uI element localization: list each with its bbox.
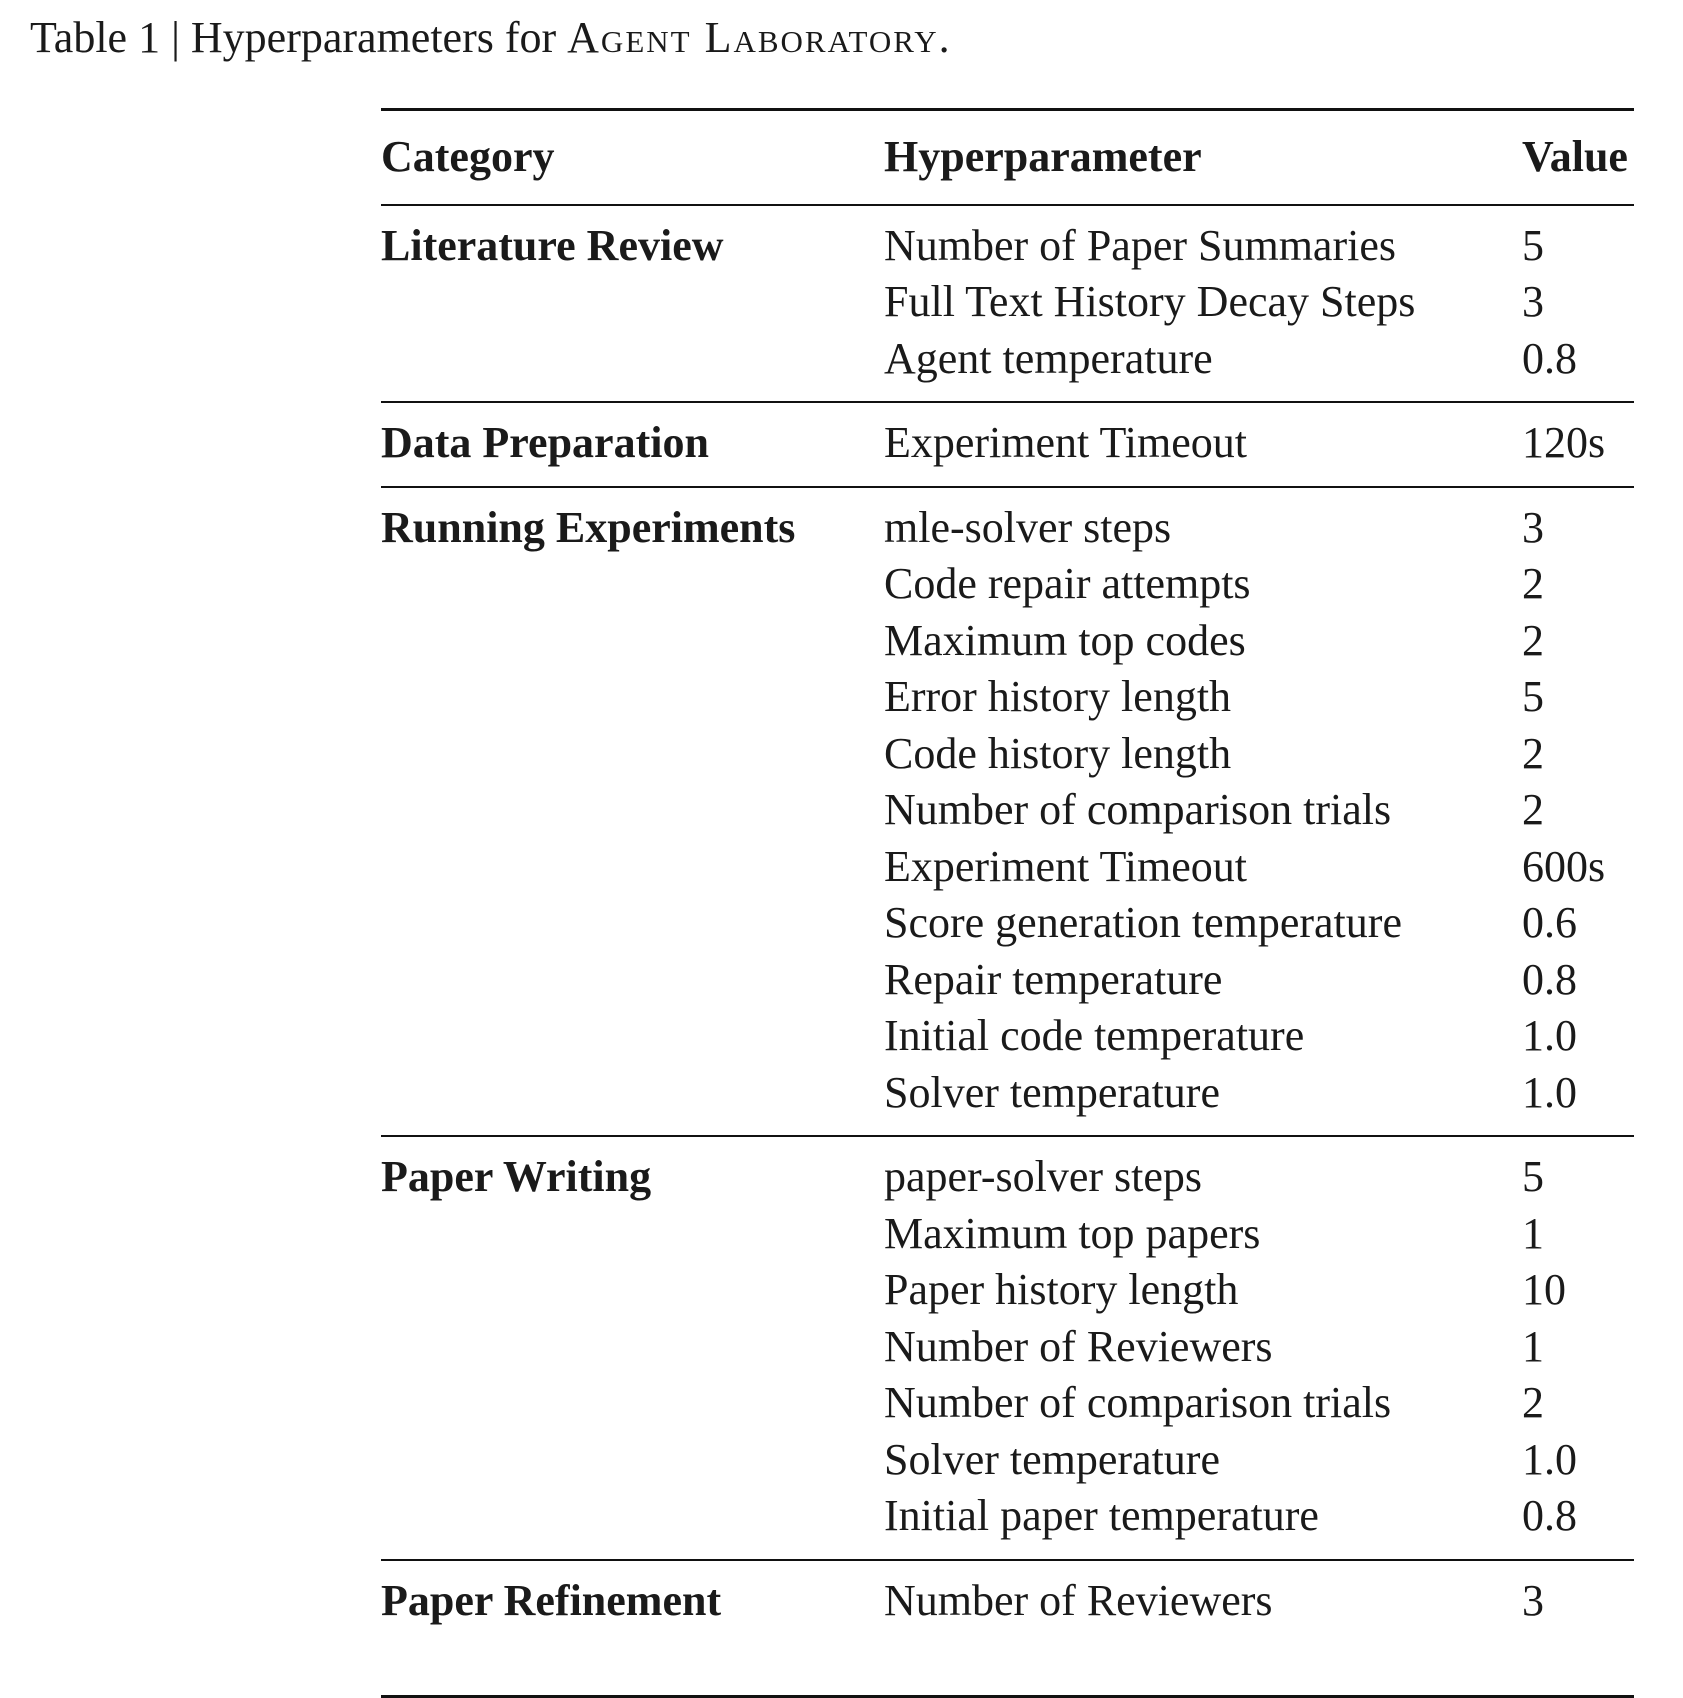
hyperparameter-cell: paper-solver steps (884, 1152, 1203, 1201)
category-cell-empty (381, 1065, 884, 1122)
category-cell-empty (381, 331, 884, 388)
category-cell-empty (381, 726, 884, 783)
table-body (381, 204, 1634, 1696)
header-hyperparameter: Hyperparameter (884, 132, 1202, 181)
table-row (381, 782, 1634, 839)
hyperparameter-cell: Experiment Timeout (884, 841, 1247, 891)
value-cell: 1.0 (1522, 1434, 1577, 1484)
value-cell: 5 (1522, 1152, 1544, 1201)
category-cell: Paper Refinement (381, 1575, 722, 1625)
category-cell-empty (381, 782, 884, 839)
hyperparameter-cell: Initial code temperature (884, 1011, 1305, 1060)
category-cell-empty (381, 1375, 884, 1432)
hyperparameter-cell: Full Text History Decay Steps (884, 277, 1416, 326)
hyperparameter-cell: mle-solver steps (884, 502, 1172, 552)
category-cell-empty (381, 669, 884, 726)
category-cell-empty (381, 1488, 884, 1545)
hyperparameter-cell: Paper history length (884, 1265, 1239, 1314)
hyperparameter-cell: Score generation temperature (884, 898, 1402, 947)
table-section (381, 1137, 1634, 1559)
value-cell: 0.8 (1522, 954, 1577, 1004)
hyperparameter-cell: Maximum top papers (884, 1208, 1261, 1258)
table-row (381, 1432, 1634, 1489)
table-row (381, 1149, 1634, 1206)
hyperparameter-cell: Number of Reviewers (884, 1321, 1273, 1371)
category-cell-empty (381, 952, 884, 1009)
value-cell: 600s (1522, 841, 1606, 891)
table-section (381, 206, 1634, 402)
table-row (381, 1008, 1634, 1065)
table-row (381, 274, 1634, 331)
table-row (381, 1319, 1634, 1376)
value-cell: 1 (1522, 1321, 1544, 1371)
category-cell-empty (381, 1432, 884, 1489)
category-cell-empty (381, 613, 884, 670)
table-caption (30, 10, 950, 66)
table-section (381, 403, 1634, 486)
table-section (381, 488, 1634, 1136)
table-section (381, 1561, 1634, 1696)
category-cell-empty (381, 1008, 884, 1065)
category-cell: Paper Writing (381, 1152, 652, 1201)
header-value: Value (1522, 132, 1628, 181)
hyperparameter-table (381, 108, 1634, 1698)
hyperparameter-cell: Solver temperature (884, 1434, 1220, 1484)
hyperparameter-cell: Number of Reviewers (884, 1575, 1273, 1625)
value-cell: 2 (1522, 728, 1544, 778)
hyperparameter-cell: Experiment Timeout (884, 418, 1247, 467)
table-row (381, 839, 1634, 896)
header-category: Category (381, 132, 555, 181)
table-row (381, 415, 1634, 472)
hyperparameter-cell: Number of Paper Summaries (884, 220, 1396, 270)
caption-system-name: Agent Laboratory (567, 13, 939, 62)
hyperparameter-cell: Number of comparison trials (884, 785, 1392, 834)
value-cell: 0.6 (1522, 898, 1577, 947)
hyperparameter-cell: Error history length (884, 672, 1232, 721)
value-cell: 2 (1522, 1378, 1544, 1427)
value-cell: 0.8 (1522, 333, 1577, 383)
table-row (381, 1065, 1634, 1122)
value-cell: 3 (1522, 277, 1544, 326)
hyperparameter-cell: Initial paper temperature (884, 1491, 1319, 1540)
table-row (381, 726, 1634, 783)
table-row (381, 1262, 1634, 1319)
table-row (381, 500, 1634, 557)
table-row (381, 1488, 1634, 1545)
table-row (381, 669, 1634, 726)
value-cell: 1.0 (1522, 1011, 1577, 1060)
table-row (381, 556, 1634, 613)
category-cell: Literature Review (381, 220, 724, 270)
value-cell: 2 (1522, 559, 1544, 608)
category-cell-empty (381, 1262, 884, 1319)
table-row (381, 331, 1634, 388)
hyperparameter-cell: Agent temperature (884, 333, 1213, 383)
value-cell: 3 (1522, 1575, 1544, 1625)
category-cell: Data Preparation (381, 418, 709, 467)
table-row (381, 895, 1634, 952)
value-cell: 2 (1522, 785, 1544, 834)
table-row (381, 218, 1634, 275)
hyperparameter-cell: Code repair attempts (884, 559, 1251, 608)
table-row (381, 1206, 1634, 1263)
value-cell: 0.8 (1522, 1491, 1577, 1540)
value-cell: 2 (1522, 615, 1544, 665)
table-row (381, 1375, 1634, 1432)
table-row (381, 1573, 1634, 1630)
value-cell: 10 (1522, 1265, 1566, 1314)
hyperparameter-cell: Repair temperature (884, 954, 1223, 1004)
caption-prefix: Table 1 | Hyperparameters for (30, 13, 568, 62)
table-row (381, 613, 1634, 670)
category-cell-empty (381, 556, 884, 613)
hyperparameter-cell: Number of comparison trials (884, 1378, 1392, 1427)
table-row (381, 952, 1634, 1009)
value-cell: 1 (1522, 1208, 1544, 1258)
value-cell: 120s (1522, 418, 1606, 467)
value-cell: 3 (1522, 502, 1544, 552)
value-cell: 5 (1522, 672, 1544, 721)
value-cell: 1.0 (1522, 1067, 1577, 1117)
hyperparameter-cell: Maximum top codes (884, 615, 1246, 665)
category-cell-empty (381, 1206, 884, 1263)
value-cell: 5 (1522, 220, 1544, 270)
hyperparameter-cell: Code history length (884, 728, 1232, 778)
hyperparameter-cell: Solver temperature (884, 1067, 1220, 1117)
category-cell-empty (381, 895, 884, 952)
category-cell-empty (381, 839, 884, 896)
header-row (381, 111, 1634, 204)
category-cell: Running Experiments (381, 502, 796, 552)
category-cell-empty (381, 1319, 884, 1376)
category-cell-empty (381, 274, 884, 331)
caption-suffix: . (938, 13, 950, 62)
